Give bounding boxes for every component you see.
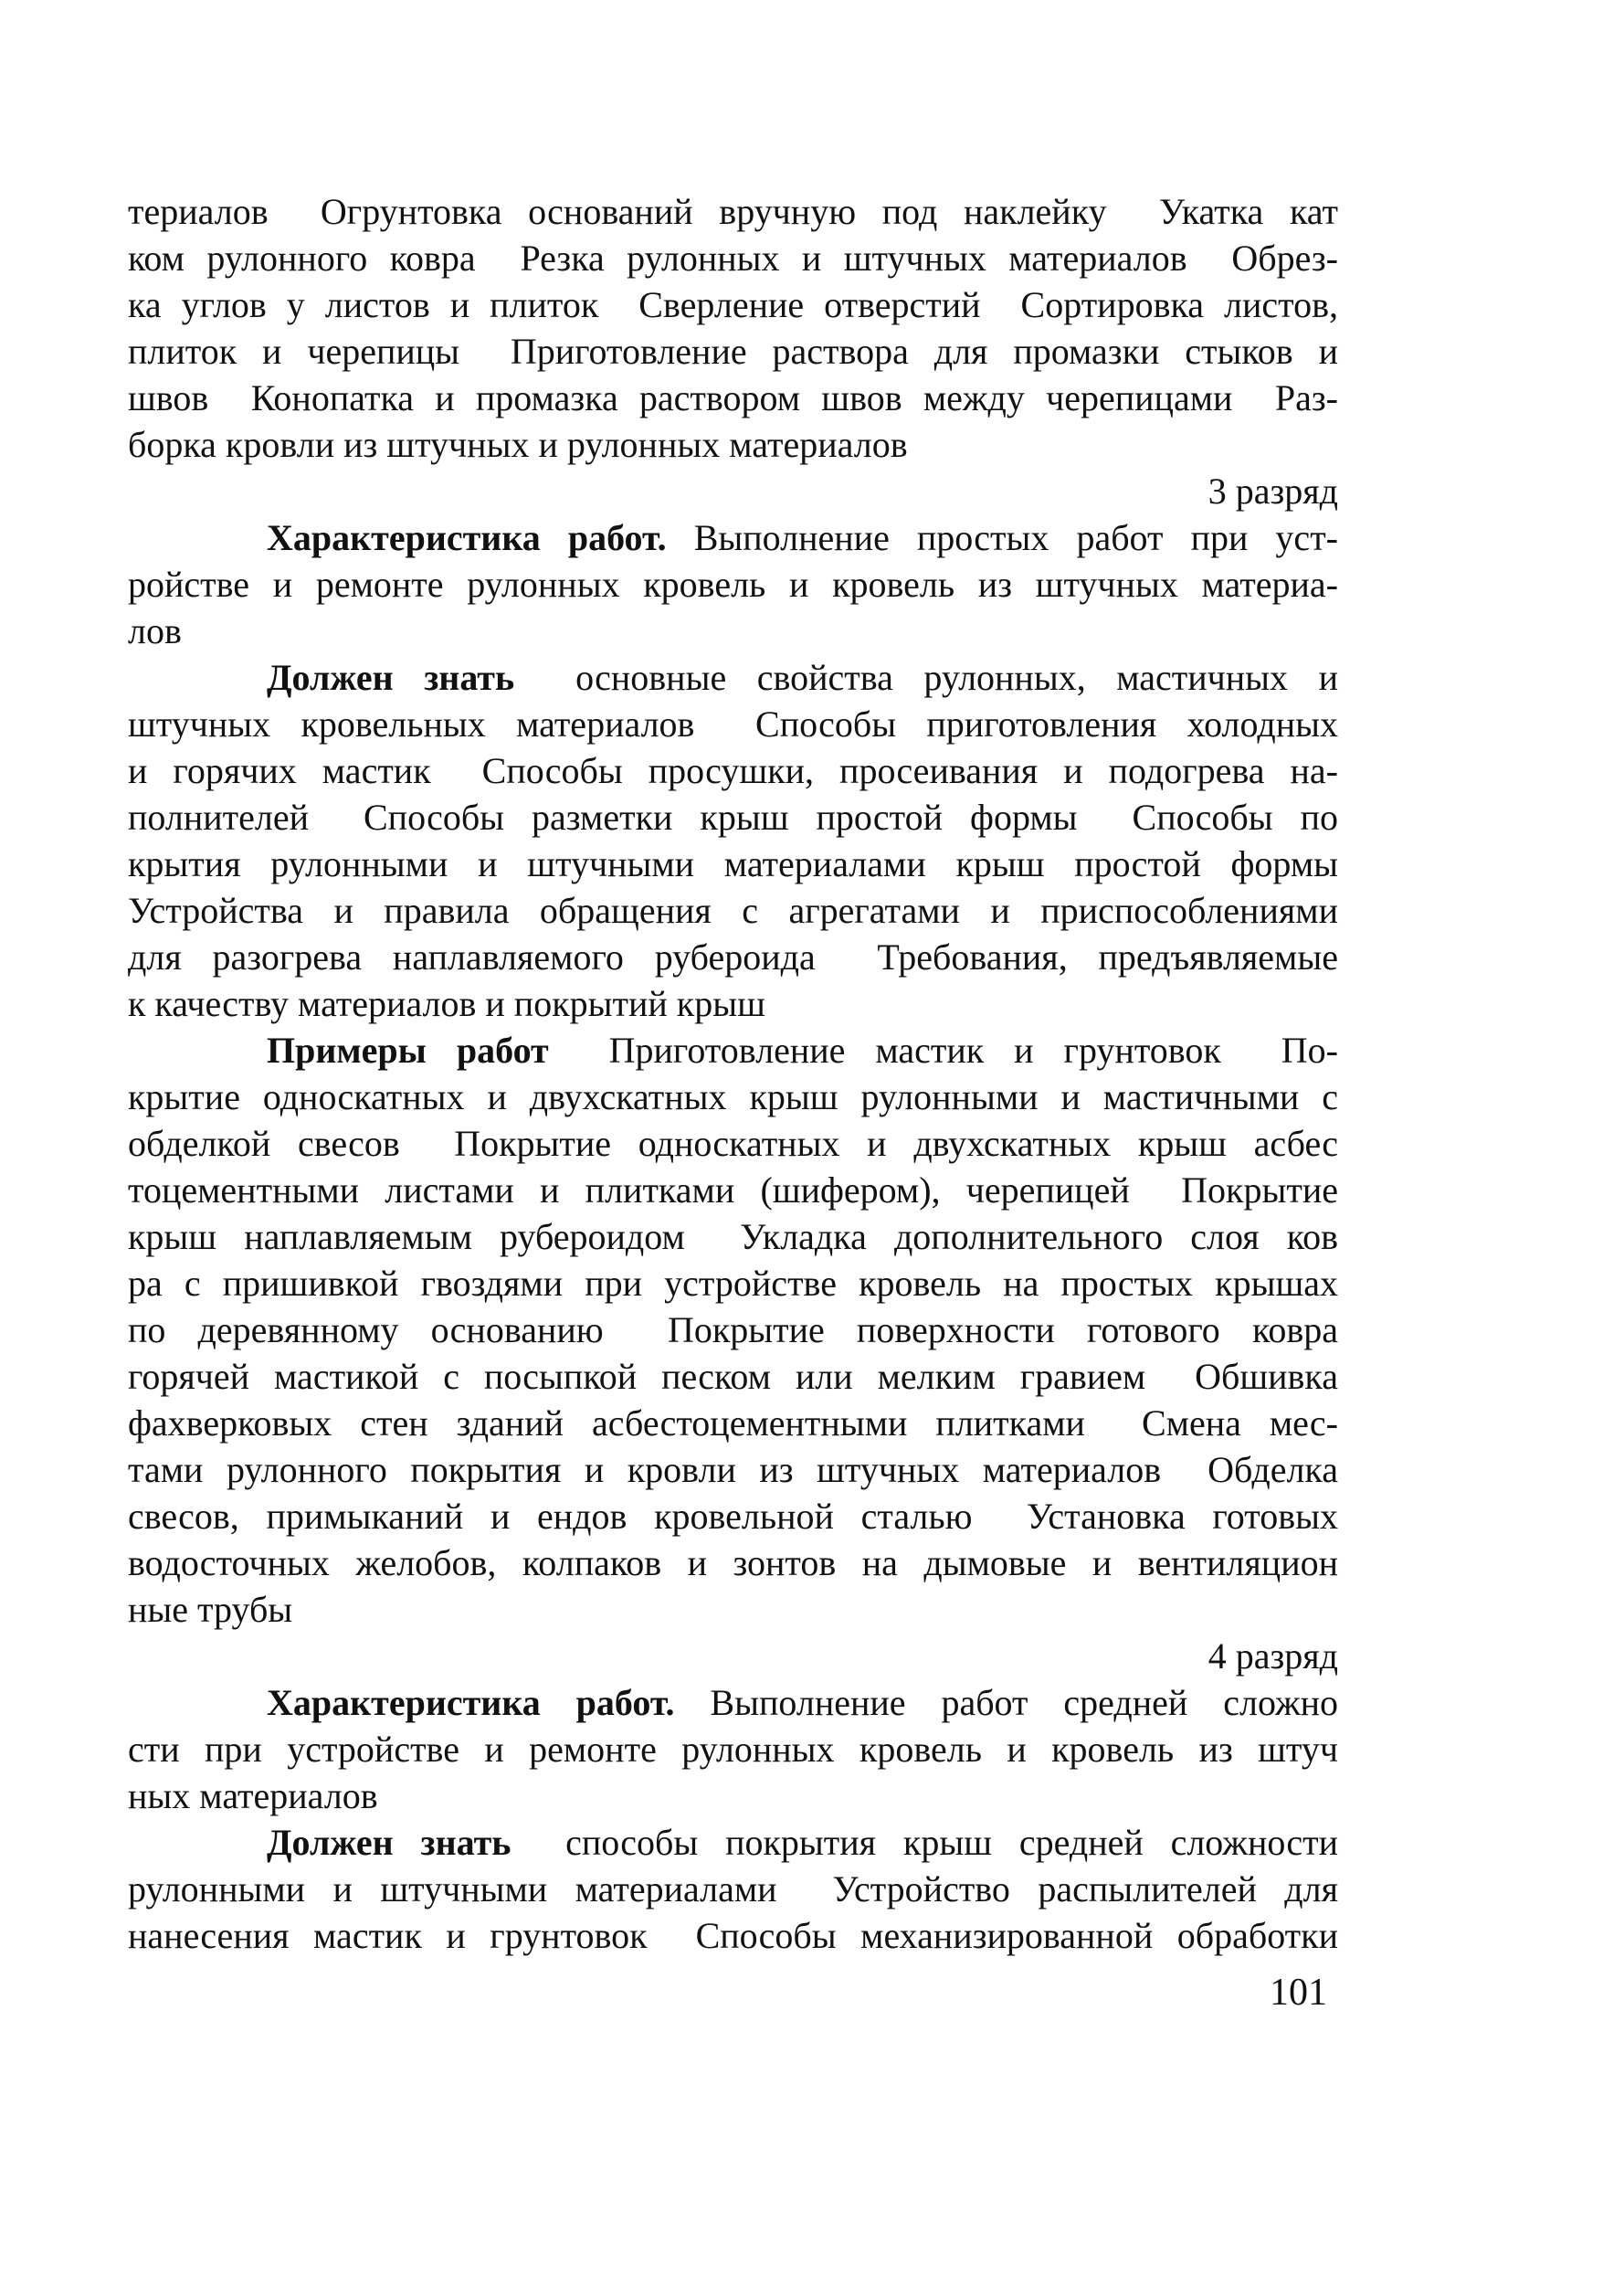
line-text: ра с пришивкой гвоздями при устройстве кровель на простых крышах: [128, 1263, 1338, 1304]
text-line: [128, 980, 1338, 1027]
section-label: Характеристика работ.: [267, 1682, 675, 1723]
line-text: к качеству материалов и покрытий крыш: [128, 983, 765, 1024]
text-line: [128, 561, 1338, 608]
line-text: ройстве и ремонте рулонных кровель и кровель из штучных материа-: [128, 564, 1338, 605]
text-line: [128, 375, 1338, 421]
line-text: 4 разряд: [1207, 1635, 1338, 1677]
line-text: лов: [128, 610, 182, 651]
line-text: териалов Огрунтовка оснований вручную под наклейку Укатка кат: [128, 191, 1338, 232]
line-text: швов Конопатка и промазка раствором швов между черепицами Раз-: [128, 377, 1338, 418]
line-text: борка кровли из штучных и рулонных материалов: [128, 424, 908, 465]
text-line: [128, 281, 1338, 328]
line-text: Выполнение простых работ при уст-: [666, 517, 1338, 558]
text-line: [128, 1772, 1338, 1819]
line-text: крытия рулонными и штучными материалами крыш простой формы: [128, 843, 1338, 884]
section-label: Должен знать: [267, 1822, 511, 1863]
text-line: [128, 1027, 1338, 1074]
line-text: ные трубы: [128, 1589, 293, 1630]
grade-heading: [128, 468, 1338, 514]
text-line: [128, 1493, 1338, 1539]
line-text: Выполнение работ средней сложно: [674, 1682, 1338, 1723]
grade-heading: [128, 1633, 1338, 1679]
text-line: [128, 608, 1338, 654]
text-line: [128, 1120, 1338, 1167]
text-line: [128, 1866, 1338, 1912]
line-text: полнителей Способы разметки крыш простой формы Способы по: [128, 797, 1338, 838]
text-line: [128, 1260, 1338, 1306]
section-label: Должен знать: [267, 657, 515, 698]
text-line: [128, 701, 1338, 747]
text-line: [128, 1353, 1338, 1400]
line-text: ка углов у листов и плиток Сверление отверстий Сортировка листов,: [128, 284, 1338, 325]
line-text: штучных кровельных материалов Способы приготовления холодных: [128, 703, 1338, 745]
text-line: [128, 1912, 1338, 1959]
text-line: [128, 654, 1338, 701]
line-text: фахверковых стен зданий асбестоцементными плитками Смена мес-: [128, 1402, 1338, 1444]
line-text: плиток и черепицы Приготовление раствора для промазки стыков и: [128, 331, 1338, 372]
line-text: водосточных желобов, колпаков и зонтов на дымовые и вентиляцион: [128, 1542, 1338, 1583]
line-text: тами рулонного покрытия и кровли из штучных материалов Обделка: [128, 1449, 1338, 1490]
line-text: ком рулонного ковра Резка рулонных и штучных материалов Обрез-: [128, 238, 1338, 279]
line-text: крытие односкатных и двухскатных крыш рулонными и мастичными с: [128, 1076, 1338, 1117]
text-line: [128, 188, 1338, 235]
line-text: Устройства и правила обращения с агрегатами и приспособлениями: [128, 890, 1338, 931]
line-text: тоцементными листами и плитками (шифером), черепицей Покрытие: [128, 1169, 1338, 1211]
text-line: [128, 1400, 1338, 1446]
line-text: по деревянному основанию Покрытие поверхности готового ковра: [128, 1309, 1338, 1350]
line-text: сти при устройстве и ремонте рулонных кровель и кровель из штуч: [128, 1729, 1338, 1770]
section-label: Примеры работ: [267, 1030, 549, 1071]
text-line: [128, 1446, 1338, 1493]
text-line: [128, 1726, 1338, 1772]
page-body: [128, 188, 1338, 1959]
line-text: и горячих мастик Способы просушки, просеивания и подогрева на-: [128, 750, 1338, 791]
text-line: [128, 1074, 1338, 1120]
text-line: [128, 794, 1338, 841]
line-text: способы покрытия крыш средней сложности: [511, 1822, 1338, 1863]
line-text: крыш наплавляемым рубероидом Укладка дополнительного слоя ков: [128, 1216, 1338, 1257]
text-line: [128, 887, 1338, 934]
section-label: Характеристика работ.: [267, 517, 667, 558]
line-text: 3 разряд: [1207, 471, 1338, 512]
line-text: основные свойства рулонных, мастичных и: [514, 657, 1338, 698]
text-line: [128, 934, 1338, 980]
text-line: [128, 1306, 1338, 1353]
text-line: [128, 747, 1338, 794]
text-line: [128, 1213, 1338, 1260]
page-number: 101: [1270, 1972, 1327, 2014]
text-line: [128, 514, 1338, 561]
text-line: [128, 1819, 1338, 1866]
text-line: [128, 841, 1338, 887]
text-line: [128, 1586, 1338, 1633]
text-line: [128, 421, 1338, 468]
line-text: нанесения мастик и грунтовок Способы механизированной обработки: [128, 1915, 1338, 1956]
text-line: [128, 328, 1338, 375]
line-text: рулонными и штучными материалами Устройство распылителей для: [128, 1868, 1338, 1909]
line-text: ных материалов: [128, 1775, 378, 1816]
line-text: Приготовление мастик и грунтовок По-: [548, 1030, 1338, 1071]
text-line: [128, 1167, 1338, 1213]
line-text: обделкой свесов Покрытие односкатных и двухскатных крыш асбес: [128, 1123, 1338, 1164]
text-line: [128, 1539, 1338, 1586]
text-line: [128, 1679, 1338, 1726]
line-text: горячей мастикой с посыпкой песком или мелким гравием Обшивка: [128, 1356, 1338, 1397]
text-line: [128, 235, 1338, 281]
line-text: для разогрева наплавляемого рубероида Требования, предъявляемые: [128, 936, 1338, 978]
line-text: свесов, примыканий и ендов кровельной сталью Установка готовых: [128, 1496, 1338, 1537]
